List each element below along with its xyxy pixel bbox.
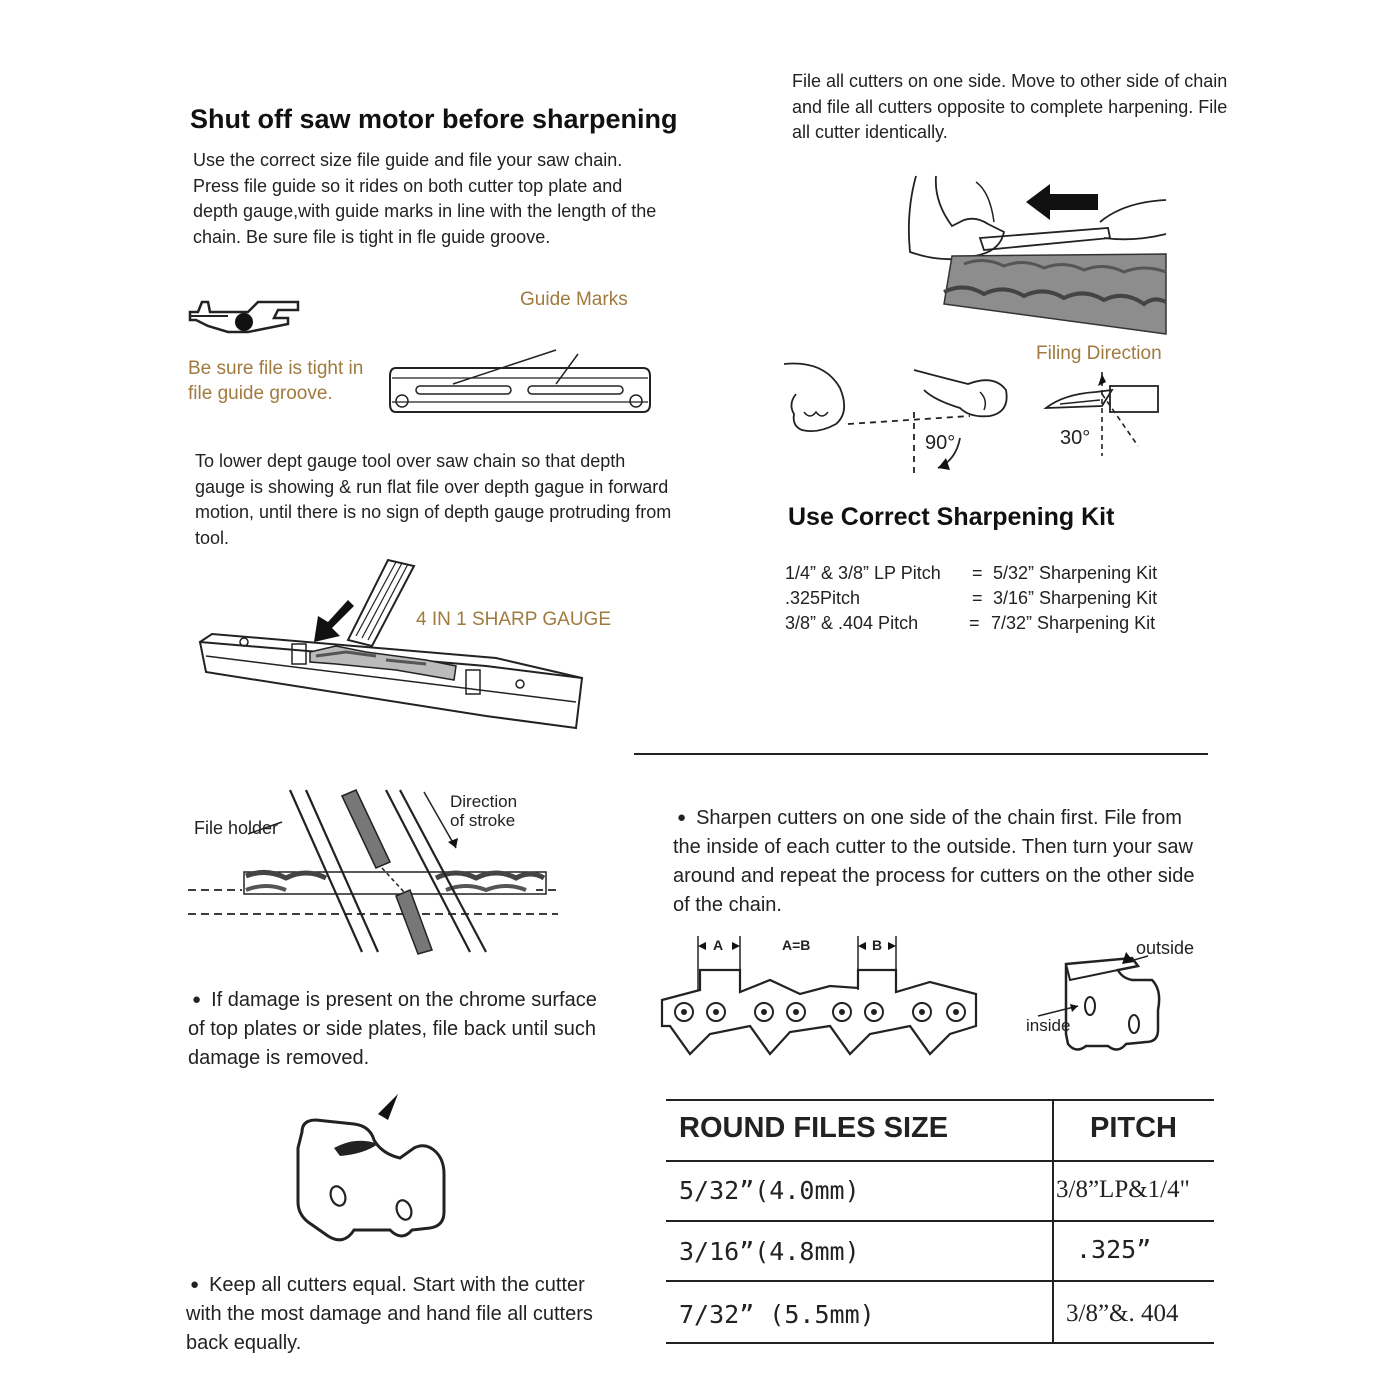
direction-of-stroke-label: [450, 792, 517, 830]
kit-size: 5/32” Sharpening Kit: [993, 563, 1158, 583]
guide-marks-label: Guide Marks: [520, 289, 628, 310]
file-holder-label: File holder: [194, 818, 279, 838]
title-shut-off: Shut off saw motor before sharpening: [190, 104, 678, 134]
chain-a-equals-b-illustration: [660, 930, 980, 1060]
table-cell-pitch: 3/8”&. 404: [1066, 1300, 1179, 1327]
sharpening-kit-title: Use Correct Sharpening Kit: [788, 503, 1115, 531]
kit-equals: =: [972, 588, 983, 608]
file-guide-side-illustration: [188, 292, 308, 342]
table-column-rule: [1052, 1099, 1054, 1343]
table-row-rule: [666, 1280, 1214, 1282]
label-a-equals-b: A=B: [782, 937, 811, 953]
table-row-rule: [666, 1160, 1214, 1162]
angle-30-label: 30°: [1060, 427, 1091, 449]
kit-size: 7/32” Sharpening Kit: [991, 613, 1156, 633]
table-top-rule: [666, 1099, 1214, 1101]
tight-note-line1: Be sure file is tight in: [188, 358, 364, 379]
sharpen-paragraph: ● Sharpen cutters on one side of the chain first. File from the inside of each cutter to the outside. Then turn your saw around and repeat the process for cutters on the other side of the chain.: [673, 803, 1213, 920]
kit-equals: =: [969, 613, 980, 633]
table-header-file-size: ROUND FILES SIZE: [679, 1112, 949, 1144]
depth-gauge-tool-illustration: [196, 556, 588, 736]
depth-gauge-paragraph: To lower dept gauge tool over saw chain so that depth gauge is showing & run flat file over depth gague in forward motion, until there is no sign of depth gauge protruding from tool.: [195, 451, 672, 548]
sharp-gauge-label: 4 IN 1 SHARP GAUGE: [416, 609, 611, 630]
section-divider: [634, 753, 1208, 755]
cutter-damage-illustration: [294, 1092, 454, 1252]
tight-note: [188, 356, 363, 406]
file-all-cutters-paragraph: File all cutters on one side. Move to other side of chain and file all cutters opposite to complete harpening. File all cutter identically.: [792, 71, 1228, 142]
damage-paragraph: ● If damage is present on the chrome surface of top plates or side plates, file back until such damage is removed.: [188, 985, 598, 1073]
angle-90-illustration: [784, 360, 1016, 480]
filing-direction-label: Filing Direction: [1036, 343, 1162, 364]
kit-pitch: .325Pitch: [785, 588, 861, 608]
label-a: A: [713, 937, 724, 953]
label-b: B: [872, 937, 883, 953]
table-cell-pitch: .325”: [1076, 1235, 1152, 1264]
kit-pitch: 1/4” & 3/8” LP Pitch: [785, 563, 941, 583]
cutter-inside-outside-illustration: [1022, 950, 1172, 1060]
table-cell-file-size: 7/32” (5.5mm): [679, 1300, 875, 1329]
table-row-rule: [666, 1220, 1214, 1222]
angle-30-illustration: [1040, 370, 1164, 460]
table-header-pitch: PITCH: [1090, 1112, 1177, 1144]
hands-filing-illustration: [904, 172, 1174, 334]
label-inside: inside: [1026, 1016, 1071, 1035]
kit-pitch: 3/8” & .404 Pitch: [785, 613, 919, 633]
keep-equal-paragraph: ● Keep all cutters equal. Start with the cutter with the most damage and hand file all cutters back equally.: [186, 1270, 611, 1358]
file-guide-paragraph: Use the correct size file guide and file your saw chain. Press file guide so it rides on both cutter top plate and depth gauge,with guide marks in line with the length of the chain. Be sure file is tight in fle guide groove.: [193, 150, 657, 247]
table-cell-file-size: 3/16”(4.8mm): [679, 1237, 860, 1266]
angle-90-label: 90°: [925, 432, 956, 454]
direction-line1: Direction: [450, 792, 518, 811]
table-bottom-rule: [666, 1342, 1214, 1344]
tight-note-line2: file guide groove.: [188, 383, 333, 404]
kit-size: 3/16” Sharpening Kit: [993, 588, 1158, 608]
table-cell-pitch: 3/8”LP&1/4": [1056, 1176, 1190, 1203]
table-cell-file-size: 5/32”(4.0mm): [679, 1176, 860, 1205]
direction-line2: of stroke: [450, 811, 516, 830]
file-guide-top-illustration: [388, 346, 653, 418]
label-outside: outside: [1136, 938, 1195, 958]
kit-equals: =: [972, 563, 983, 583]
